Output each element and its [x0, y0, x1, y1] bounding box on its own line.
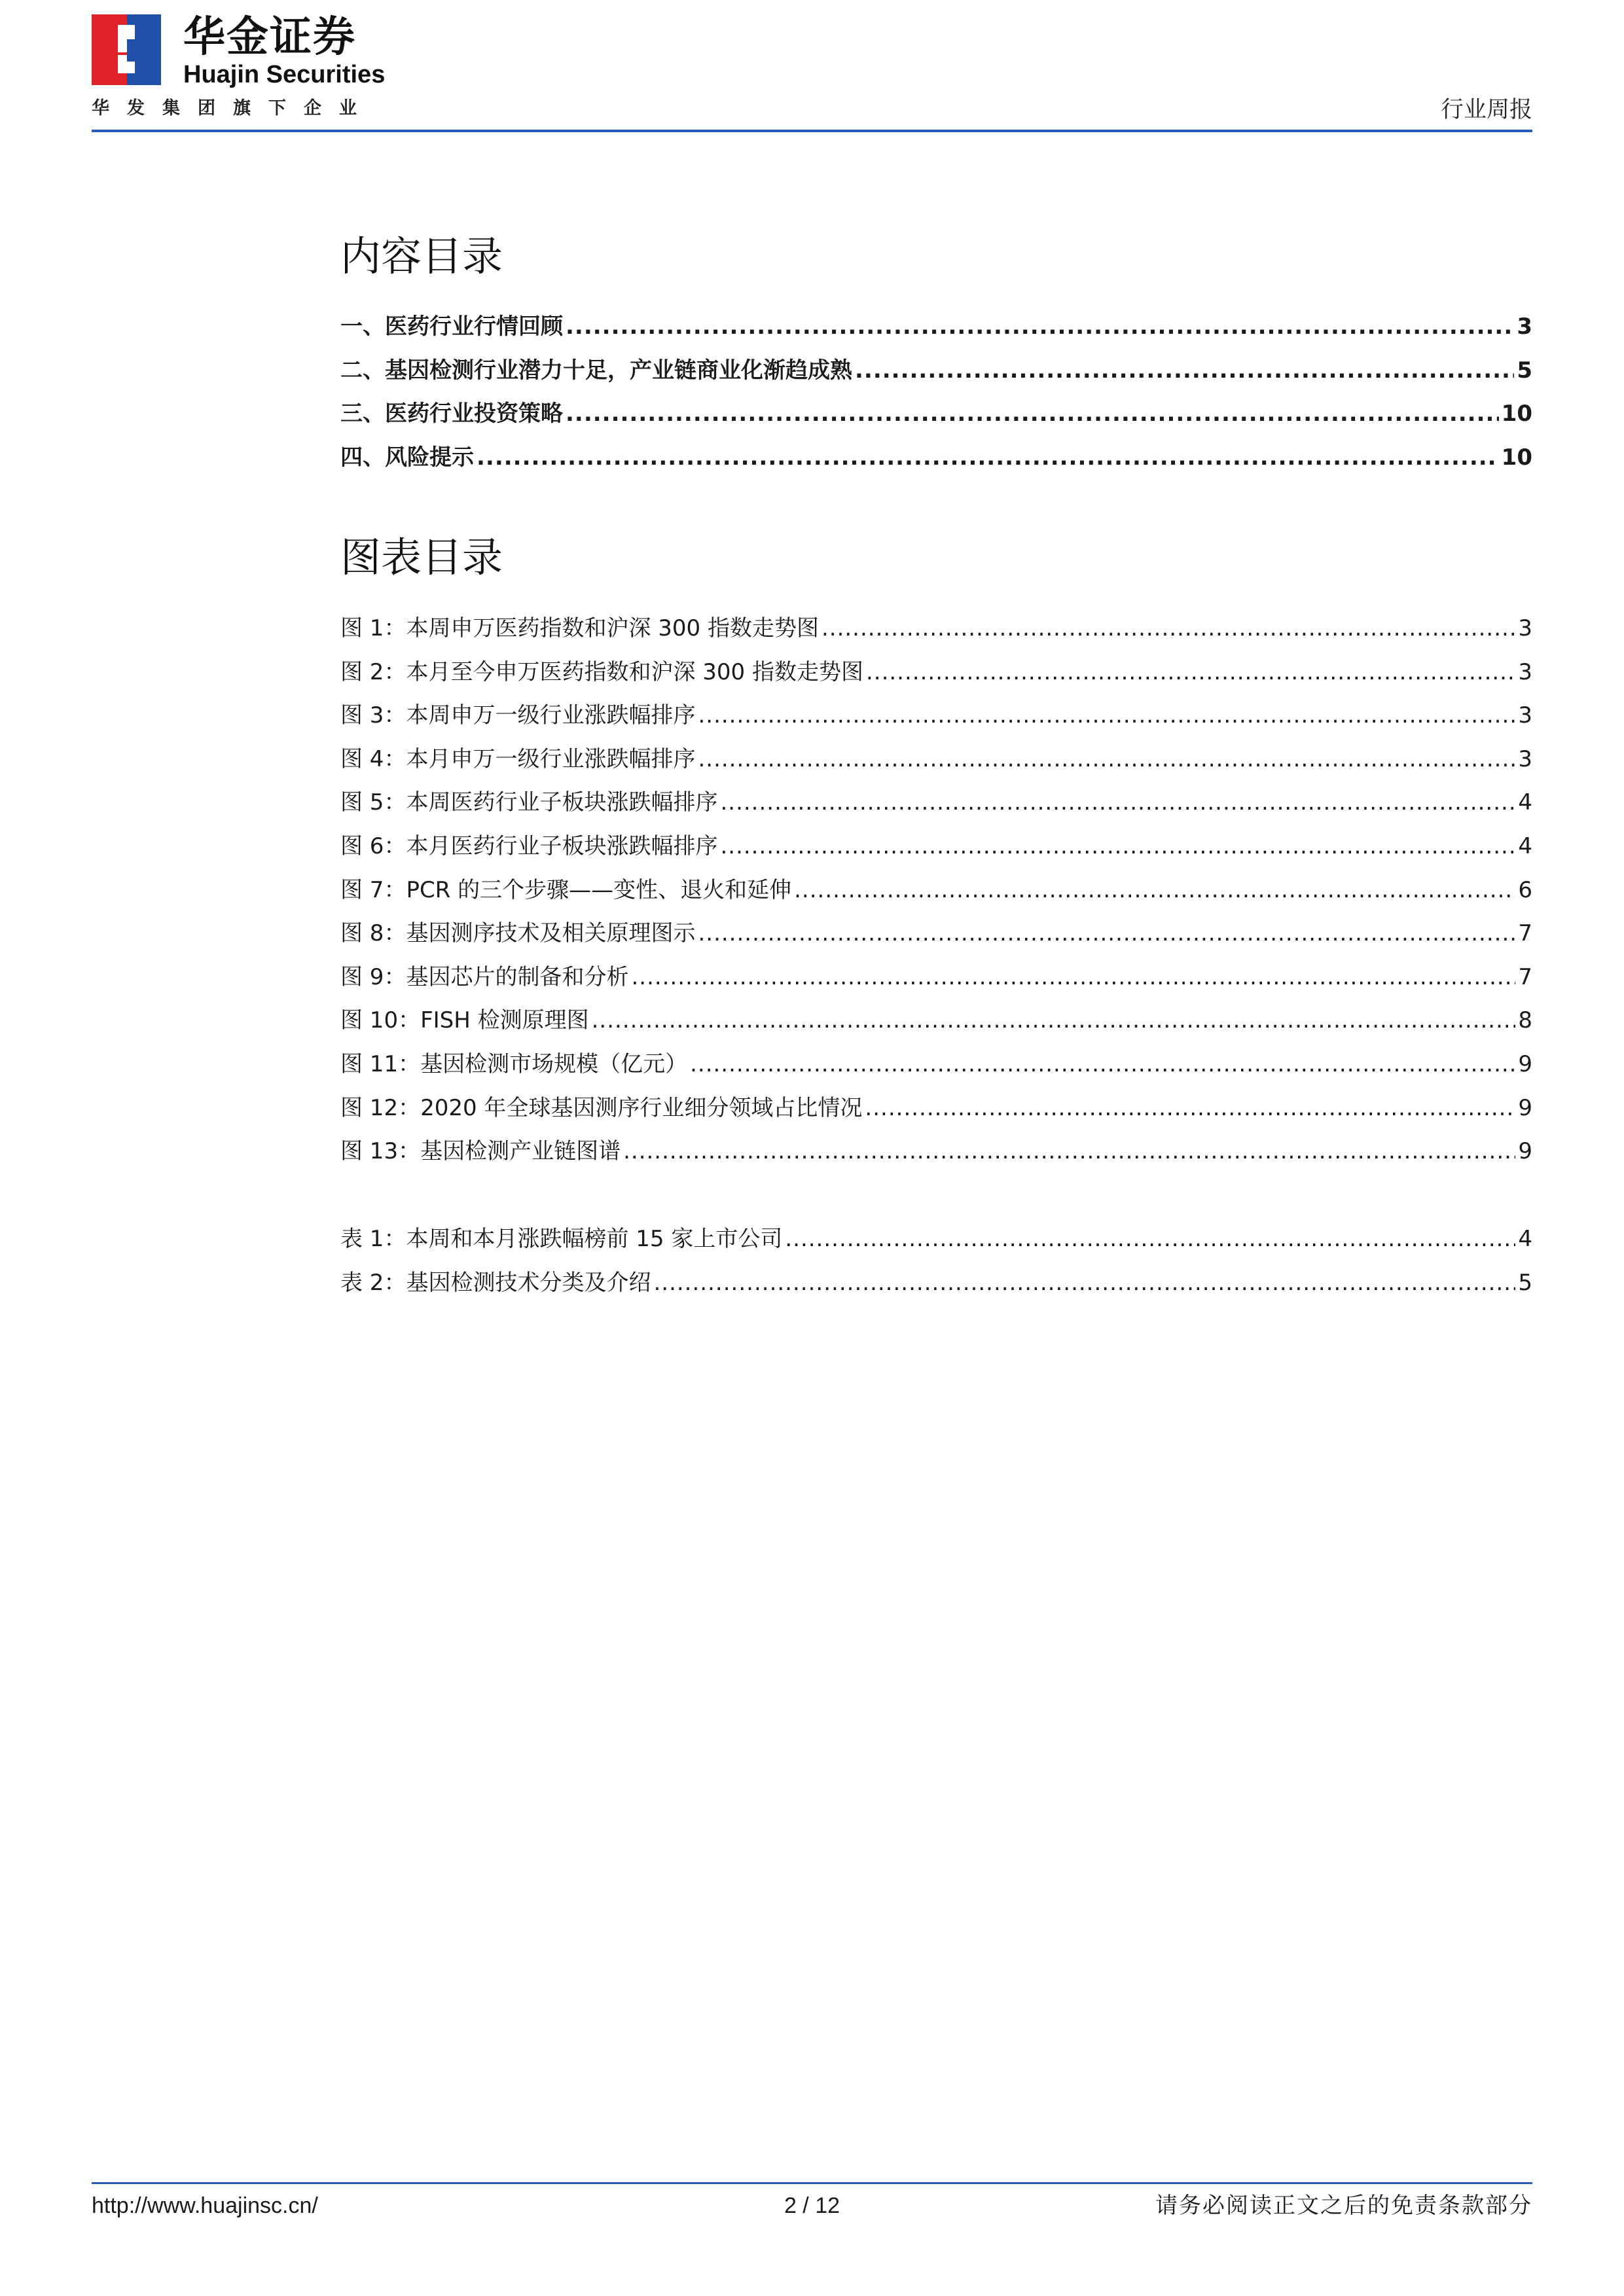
toc-entry-title: 图 7：PCR 的三个步骤——变性、退火和延伸: [340, 876, 792, 903]
dot-leader: [794, 869, 1515, 912]
table-entry[interactable]: [340, 1261, 1532, 1305]
toc-entry-page: 10: [1501, 444, 1532, 471]
toc-entry-title: 二、基因检测行业潜力十足，产业链商业化渐趋成熟: [340, 357, 852, 384]
dot-leader: [698, 738, 1515, 781]
header-divider: [92, 130, 1532, 132]
figure-entry[interactable]: [340, 651, 1532, 694]
tables-list: [340, 1217, 1532, 1304]
toc-entry-title: 图 13：基因检测产业链图谱: [340, 1138, 621, 1165]
contents-entry[interactable]: [340, 392, 1532, 436]
toc-entry-title: 一、医药行业行情回顾: [340, 314, 563, 340]
dot-leader: [566, 305, 1514, 349]
figure-entry[interactable]: [340, 1130, 1532, 1174]
dot-leader: [698, 694, 1515, 738]
figure-entry[interactable]: [340, 781, 1532, 825]
figure-entry[interactable]: [340, 1086, 1532, 1130]
toc-entry-page: 7: [1518, 963, 1532, 990]
contents-entry[interactable]: [340, 436, 1532, 480]
website-link[interactable]: http://www.huajinsc.cn/: [92, 2193, 318, 2218]
toc-entry-title: 图 9：基因芯片的制备和分析: [340, 963, 629, 990]
toc-entry-page: 3: [1518, 658, 1532, 685]
huajin-logo-icon: [92, 14, 161, 85]
dot-leader: [566, 392, 1499, 436]
figure-entry[interactable]: [340, 999, 1532, 1043]
toc-entry-title: 图 1：本周申万医药指数和沪深 300 指数走势图: [340, 615, 819, 641]
toc-entry-page: 8: [1518, 1007, 1532, 1034]
dot-leader: [855, 349, 1514, 393]
toc-entry-page: 3: [1518, 702, 1532, 729]
figure-entry[interactable]: [340, 607, 1532, 651]
company-name-en: Huajin Securities: [183, 61, 386, 88]
toc-entry-page: 3: [1518, 745, 1532, 772]
dot-leader: [690, 1043, 1515, 1086]
toc-entry-page: 10: [1501, 401, 1532, 427]
figures-list: [340, 607, 1532, 1174]
toc-entry-page: 9: [1518, 1138, 1532, 1165]
toc-entry-page: 9: [1518, 1094, 1532, 1121]
toc-entry-title: 表 2：基因检测技术分类及介绍: [340, 1269, 651, 1296]
dot-leader: [592, 999, 1516, 1043]
toc-entry-page: 4: [1518, 833, 1532, 859]
company-name-cn: 华金证券: [183, 13, 356, 62]
toc-entry-page: 7: [1518, 920, 1532, 947]
toc-entry-page: 5: [1518, 1269, 1532, 1296]
page-footer: [92, 2186, 1532, 2225]
toc-entry-page: 3: [1518, 615, 1532, 641]
toc-entry-title: 图 2：本月至今申万医药指数和沪深 300 指数走势图: [340, 658, 863, 685]
dot-leader: [631, 956, 1515, 999]
toc-entry-title: 图 6：本月医药行业子板块涨跌幅排序: [340, 833, 718, 859]
contents-heading: 内容目录: [340, 232, 503, 280]
dot-leader: [623, 1130, 1515, 1174]
contents-entry[interactable]: [340, 305, 1532, 349]
toc-entry-page: 6: [1518, 876, 1532, 903]
toc-entry-page: 9: [1518, 1050, 1532, 1077]
toc-entry-title: 图 10：FISH 检测原理图: [340, 1007, 589, 1034]
toc-entry-title: 图 3：本周申万一级行业涨跌幅排序: [340, 702, 696, 729]
figure-entry[interactable]: [340, 738, 1532, 781]
dot-leader: [477, 436, 1499, 480]
toc-entry-page: 5: [1517, 357, 1532, 384]
dot-leader: [720, 781, 1515, 825]
figure-entry[interactable]: [340, 825, 1532, 869]
toc-entry-title: 图 4：本月申万一级行业涨跌幅排序: [340, 745, 696, 772]
footer-divider: [92, 2182, 1532, 2184]
toc-entry-title: 四、风险提示: [340, 444, 474, 471]
toc-entry-title: 表 1：本周和本月涨跌幅榜前 15 家上市公司: [340, 1226, 783, 1252]
toc-entry-page: 4: [1518, 789, 1532, 816]
dot-leader: [785, 1217, 1515, 1261]
contents-entry[interactable]: [340, 349, 1532, 393]
figure-entry[interactable]: [340, 869, 1532, 912]
dot-leader: [720, 825, 1515, 869]
document-type: 行业周报: [1440, 97, 1532, 123]
toc-entry-title: 三、医药行业投资策略: [340, 401, 563, 427]
figure-entry[interactable]: [340, 694, 1532, 738]
toc-entry-title: 图 12：2020 年全球基因测序行业细分领域占比情况: [340, 1094, 863, 1121]
company-tagline: 华发集团旗下企业: [92, 98, 374, 118]
dot-leader: [866, 651, 1515, 694]
page-number: 2 / 12: [784, 2193, 840, 2218]
disclaimer-note: 请务必阅读正文之后的免责条款部分: [1155, 2193, 1532, 2219]
dot-leader: [821, 607, 1515, 651]
contents-list: [340, 305, 1532, 479]
toc-entry-page: 3: [1517, 314, 1532, 340]
dot-leader: [653, 1261, 1515, 1305]
toc-entry-title: 图 8：基因测序技术及相关原理图示: [340, 920, 696, 947]
page-header: [92, 14, 1532, 135]
toc-entry-title: 图 5：本周医药行业子板块涨跌幅排序: [340, 789, 718, 816]
dot-leader: [698, 912, 1515, 956]
toc-entry-title: 图 11：基因检测市场规模（亿元）: [340, 1050, 688, 1077]
figures-heading: 图表目录: [340, 533, 503, 581]
figure-entry[interactable]: [340, 912, 1532, 956]
dot-leader: [865, 1086, 1515, 1130]
table-entry[interactable]: [340, 1217, 1532, 1261]
toc-entry-page: 4: [1518, 1226, 1532, 1252]
figure-entry[interactable]: [340, 956, 1532, 999]
figure-entry[interactable]: [340, 1043, 1532, 1086]
